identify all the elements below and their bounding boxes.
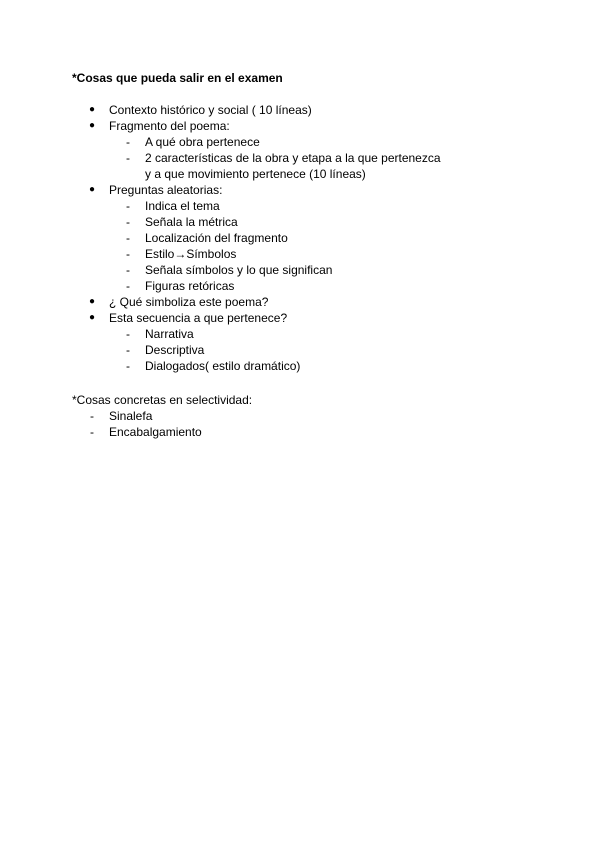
dash-icon: - (126, 135, 130, 149)
list-item (0, 310, 441, 374)
dash-icon: - (126, 215, 130, 229)
sub-list (109, 198, 441, 294)
sub-list-item (0, 326, 441, 342)
sub-list-item (0, 214, 441, 230)
bullet-icon: ● (89, 184, 96, 195)
dash-icon: - (126, 263, 130, 277)
sub-list-item-continuation: y a que movimiento pertenece (10 líneas) (145, 167, 366, 181)
exam-topics-list (0, 102, 441, 374)
section-heading-exam: *Cosas que pueda salir en el examen (72, 71, 283, 85)
dash-icon: - (126, 279, 130, 293)
sub-list-item-text: Dialogados( estilo dramático) (145, 359, 301, 373)
list-item (0, 182, 441, 294)
sub-list-item-text: Figuras retóricas (145, 279, 235, 293)
dash-icon: - (90, 409, 94, 423)
sub-list-item-text: 2 características de la obra y etapa a la que pertenezca (145, 151, 441, 165)
list-item-text: Contexto histórico y social ( 10 líneas) (109, 103, 312, 117)
sub-list-item (0, 262, 441, 278)
sub-list-item-text: Descriptiva (145, 343, 205, 357)
list-item-text: Esta secuencia a que pertenece? (109, 311, 288, 325)
list-item-text: ¿ Qué simboliza este poema? (109, 295, 269, 309)
sub-list (109, 326, 441, 374)
sub-list-item (0, 134, 441, 150)
dash-icon: - (90, 425, 94, 439)
sub-list (109, 134, 441, 182)
dash-icon: - (126, 247, 130, 261)
sub-list-item-text: Estilo→Símbolos (145, 247, 237, 261)
sub-list-item (0, 246, 441, 262)
list-item-text: Fragmento del poema: (109, 119, 230, 133)
section-heading-selectividad: *Cosas concretas en selectividad: (72, 393, 253, 407)
sub-list-item (0, 342, 441, 358)
selectividad-list (0, 408, 202, 440)
dash-icon: - (126, 199, 130, 213)
list-item (0, 118, 441, 182)
list-item (0, 294, 441, 310)
dash-icon: - (126, 359, 130, 373)
sub-list-item-text: Señala símbolos y lo que significan (145, 263, 333, 277)
list-item (0, 102, 441, 118)
dash-icon: - (126, 151, 130, 165)
bullet-icon: ● (89, 120, 96, 131)
sub-list-item (0, 150, 441, 182)
sub-list-item (0, 278, 441, 294)
sub-list-item-text: Localización del fragmento (145, 231, 288, 245)
list-item (0, 408, 202, 424)
dash-icon: - (126, 343, 130, 357)
dash-icon: - (126, 327, 130, 341)
sub-list-item (0, 358, 441, 374)
sub-list-item-text: Narrativa (145, 327, 194, 341)
bullet-icon: ● (89, 296, 96, 307)
list-item-text: Sinalefa (109, 409, 153, 423)
sub-list-item (0, 230, 441, 246)
sub-list-item-text: Indica el tema (145, 199, 220, 213)
list-item-text: Encabalgamiento (109, 425, 202, 439)
sub-list-item (0, 198, 441, 214)
list-item (0, 424, 202, 440)
sub-list-item-text: A qué obra pertenece (145, 135, 260, 149)
sub-list-item-text: Señala la métrica (145, 215, 238, 229)
bullet-icon: ● (89, 312, 96, 323)
bullet-icon: ● (89, 104, 96, 115)
list-item-text: Preguntas aleatorias: (109, 183, 223, 197)
dash-icon: - (126, 231, 130, 245)
